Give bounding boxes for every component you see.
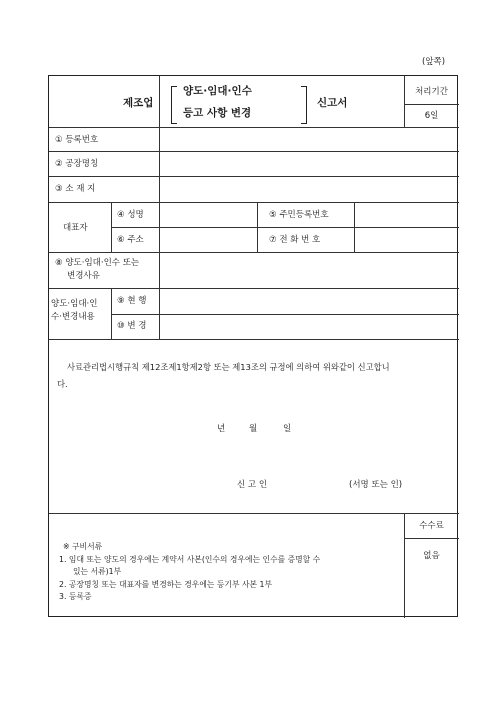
document-item-1: 1. 임대 또는 양도의 경우에는 계약서 사본(인수의 경우에는 인수를 증명할 수 xyxy=(59,554,321,564)
document-item-2: 2. 공장명칭 또는 대표자를 변경하는 경우에는 등기부 사본 1부 xyxy=(59,579,272,589)
title-left: 제조업 xyxy=(123,97,154,109)
processing-label: 처리기간 xyxy=(415,87,448,97)
processing-value: 6일 xyxy=(424,111,439,121)
fee-label: 수수료 xyxy=(419,521,444,531)
report-form xyxy=(48,75,458,617)
required-documents xyxy=(59,541,399,604)
documents-heading: ※ 구비서류 xyxy=(63,542,103,551)
rep-name-label: ④ 성명 xyxy=(117,210,144,220)
left-bracket xyxy=(171,86,177,124)
statement-text: 사료관리법시행규칙 제12조제1항제2항 또는 제13조의 규정에 의하여 위와같이 신고합니 다. xyxy=(57,362,390,389)
title-right: 신고서 xyxy=(317,97,348,109)
fee-value: 없음 xyxy=(423,551,440,561)
rep-phone-label: ⑦ 전 화 번 호 xyxy=(269,235,321,245)
reg-no-label: ① 등록번호 xyxy=(55,135,99,145)
date-month: 월 xyxy=(249,424,258,434)
rep-id-label: ⑤ 주민등록번호 xyxy=(269,210,329,220)
reason-label-line1: ⑧ 양도·임대·인수 또는 xyxy=(55,258,140,268)
factory-name-label: ② 공장명칭 xyxy=(55,159,99,169)
page-tag: (앞쪽) xyxy=(422,57,446,67)
reporter-label: 신 고 인 xyxy=(237,480,268,490)
date-year: 년 xyxy=(217,424,226,434)
date-day: 일 xyxy=(283,424,292,434)
reason-label-line2: 변경사유 xyxy=(67,271,100,281)
right-bracket xyxy=(301,86,307,124)
rep-addr-label: ⑥ 주소 xyxy=(117,235,144,245)
title-line1: 양도·임대·인수 xyxy=(183,85,252,97)
representative-label: 대표자 xyxy=(63,223,88,233)
title-line2: 등고 사항 변경 xyxy=(183,107,252,119)
changed-label: ⑩ 변 경 xyxy=(117,321,147,331)
document-item-3: 3. 등록증 xyxy=(59,592,92,601)
current-label: ⑨ 현 행 xyxy=(117,296,147,306)
location-label: ③ 소 재 지 xyxy=(55,184,96,194)
content-label-line2: 수·변경내용 xyxy=(51,312,95,322)
content-label-line1: 양도·임대·인 xyxy=(51,299,98,309)
signature-label: (서명 또는 인) xyxy=(349,480,403,490)
document-item-1-cont: 있는 서류)1부 xyxy=(73,567,122,576)
